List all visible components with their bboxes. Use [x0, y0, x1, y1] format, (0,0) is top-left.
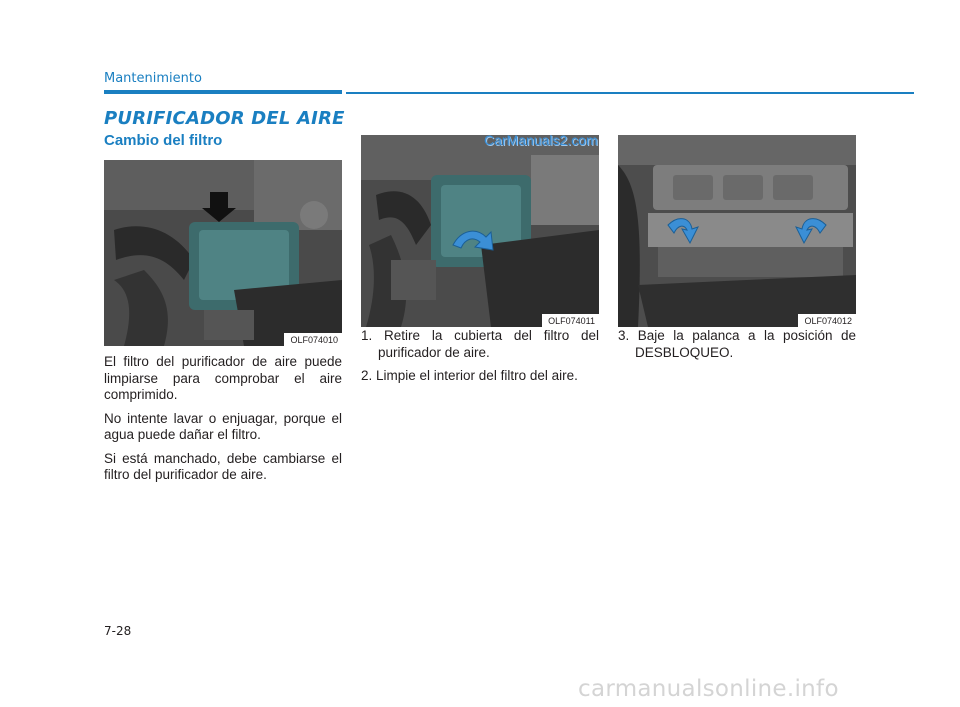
column-3-steps	[618, 328, 856, 368]
section-label: Mantenimiento	[104, 71, 202, 86]
header-rule-thick	[104, 90, 342, 94]
section-subtitle: Cambio del filtro	[104, 132, 223, 149]
header-rule-thin	[346, 92, 914, 94]
figure-engine-bay-arrow	[104, 160, 342, 346]
watermark-top: CarManuals2.com	[484, 132, 598, 148]
paragraph: No intente lavar o enjuagar, porque el agua puede dañar el filtro.	[104, 410, 342, 442]
step-item: 2. Limpie el interior del filtro del aire.	[361, 368, 578, 383]
figure-remove-cover	[361, 135, 599, 327]
figure-lever-unlock	[618, 135, 856, 327]
step-item: 3. Baje la palanca a la posición de DESBLOQUEO.	[618, 328, 856, 360]
step-item: 1. Retire la cubierta del filtro del purificador de aire.	[361, 328, 599, 360]
paragraph: El filtro del purificador de aire puede limpiarse para comprobar el aire comprimido.	[104, 354, 342, 402]
page-title: PURIFICADOR DEL AIRE	[104, 108, 345, 129]
column-2-steps	[361, 328, 599, 392]
paragraph: Si está manchado, debe cambiarse el filtro del purificador de aire.	[104, 450, 342, 482]
figure-code: OLF074010	[284, 333, 342, 346]
column-1-text	[104, 354, 342, 491]
watermark: carmanualsonline.info	[578, 676, 839, 702]
page-number: 7-28	[104, 624, 132, 638]
figure-code: OLF074011	[542, 314, 599, 327]
engine-bay-illustration	[104, 160, 342, 346]
filter-housing-illustration	[618, 135, 856, 327]
figure-code: OLF074012	[798, 314, 856, 327]
engine-bay-cover-illustration	[361, 135, 599, 327]
